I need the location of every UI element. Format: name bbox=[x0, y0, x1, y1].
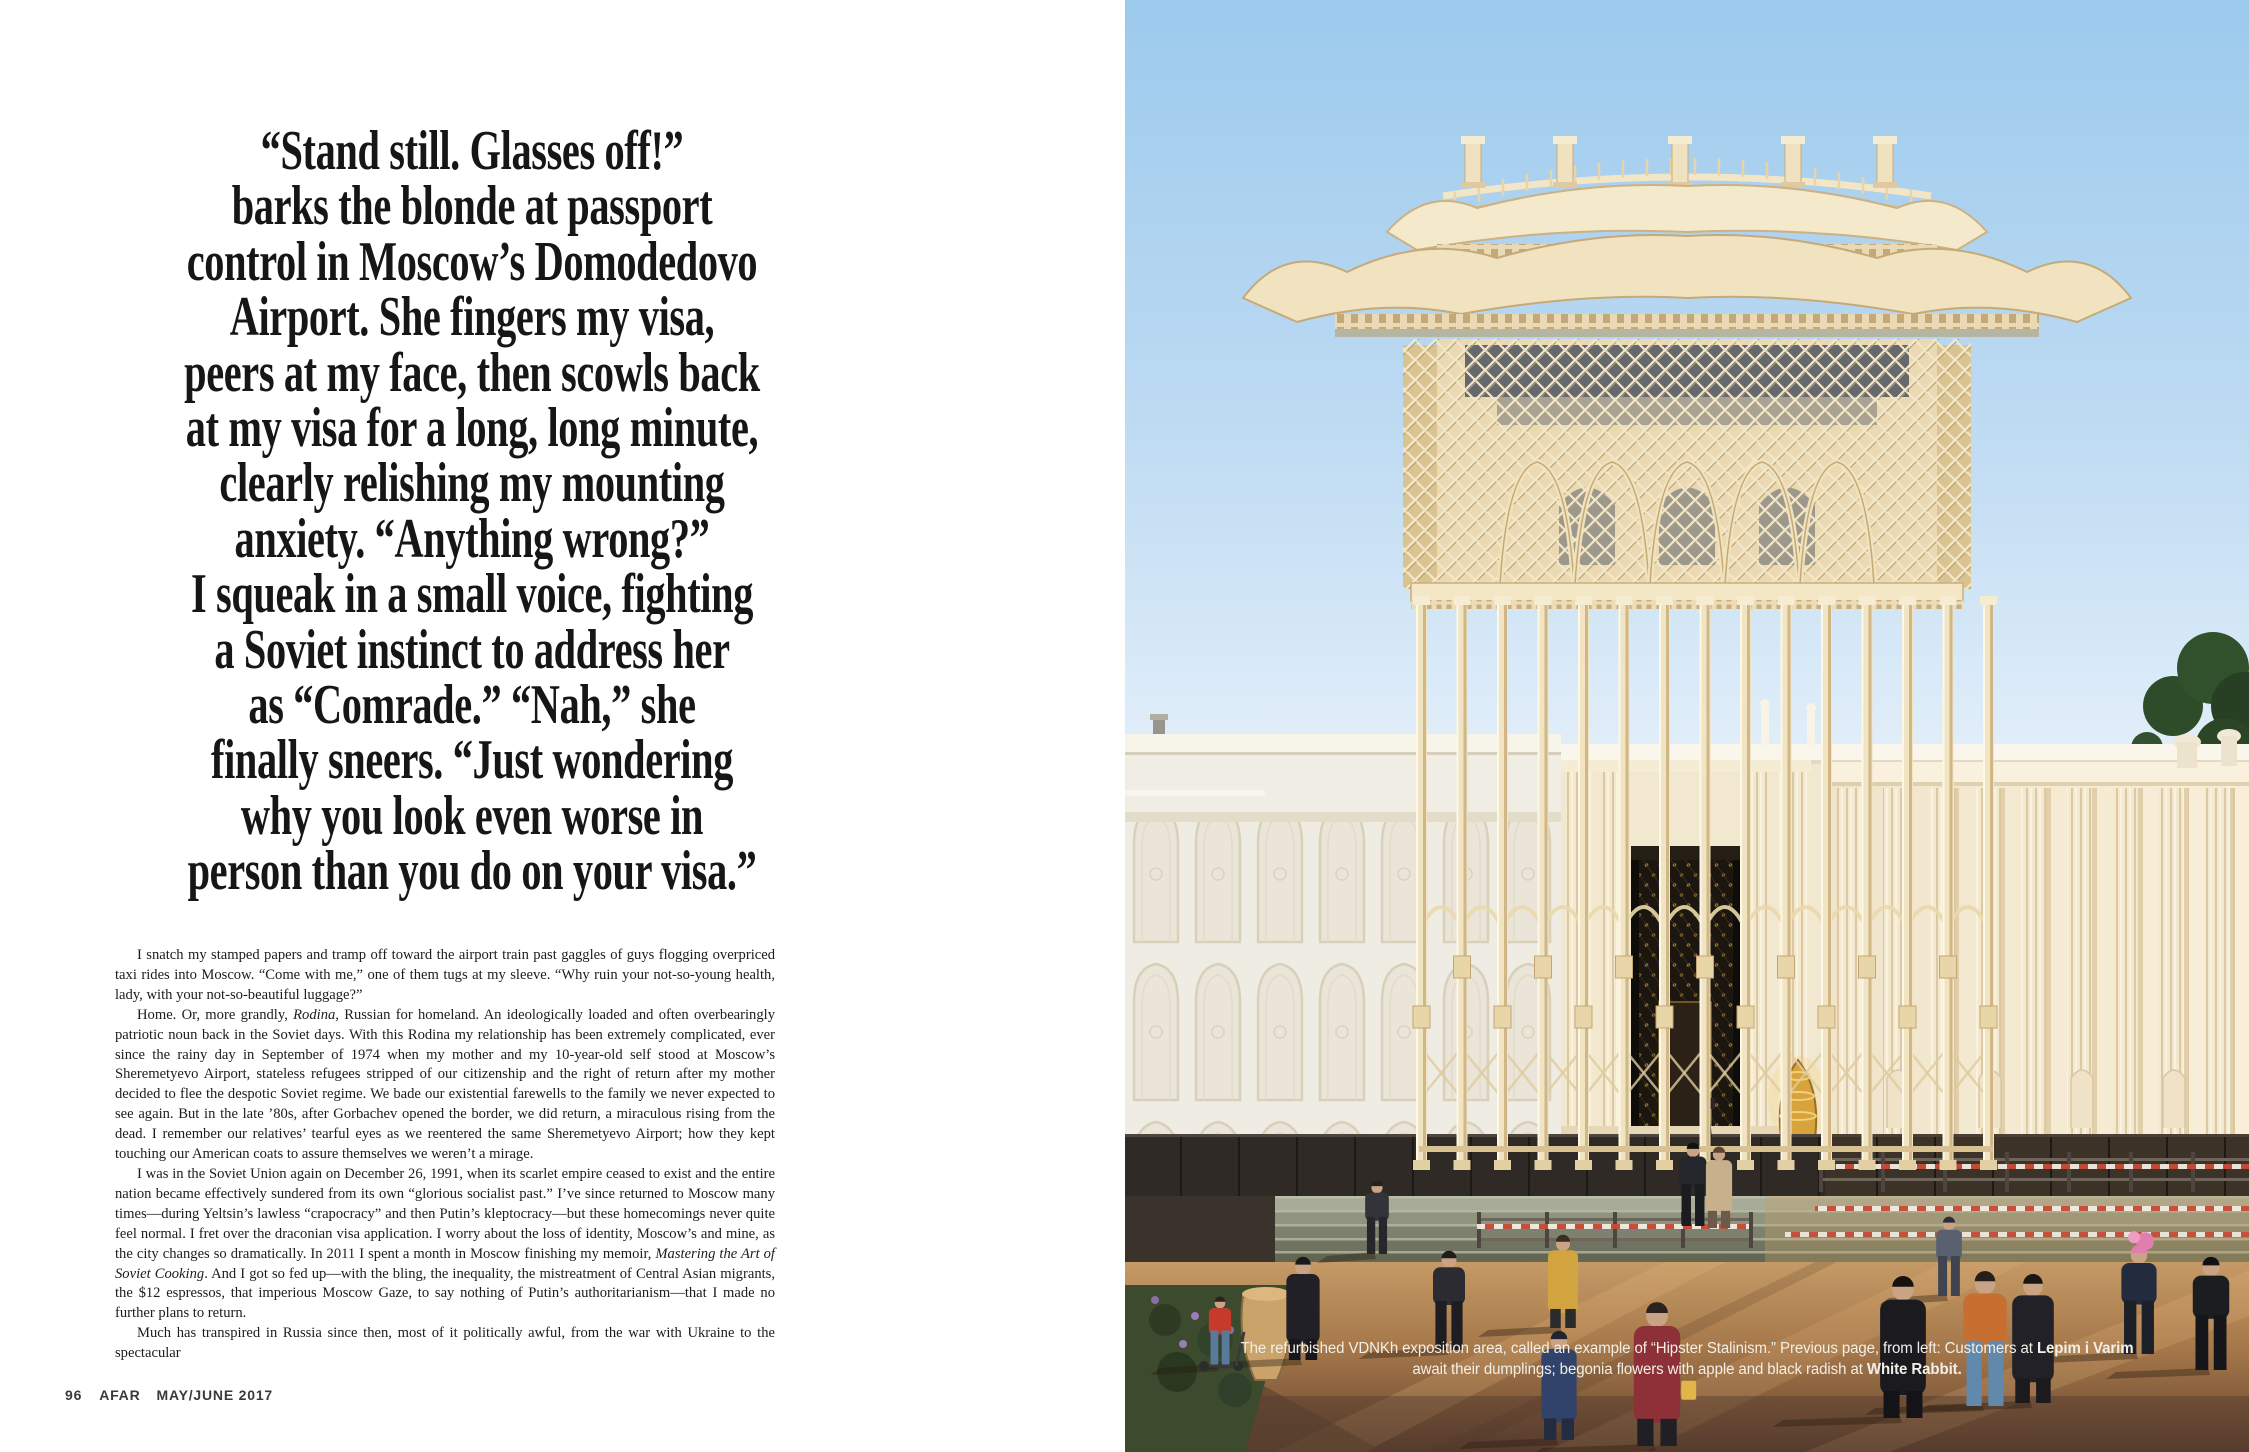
pull-quote-line: anxiety. “Anything wrong?” bbox=[234, 507, 710, 570]
body-text bbox=[115, 946, 775, 1364]
pull-quote-line: Airport. She fingers my visa, bbox=[229, 286, 715, 349]
body-paragraph: Much has transpired in Russia since then, most of it politically awful, from the war with Ukraine to the spectacular bbox=[115, 1325, 775, 1362]
pull-quote-line: finally sneers. “Just wondering bbox=[210, 729, 733, 792]
pull-quote-line: control in Moscow’s Domodedovo bbox=[186, 230, 758, 293]
caption-segment: Lepim i Varim bbox=[2036, 1340, 2134, 1357]
caption-segment: White Rabbit. bbox=[1866, 1361, 1962, 1378]
pull-quote-line: peers at my face, then scowls back bbox=[184, 341, 760, 404]
page-number: 96 bbox=[65, 1387, 83, 1403]
magazine-name: AFAR bbox=[99, 1387, 141, 1403]
body-paragraph: I snatch my stamped papers and tramp off toward the airport train past gaggles of guys flogging overpriced taxi rides into Moscow. “Come with me,” one of them tugs at my sleeve. “Why ruin your not-so-young health, lady, with your not-so-beautiful luggage?” bbox=[115, 947, 775, 1003]
photo-page bbox=[1125, 0, 2249, 1452]
pull-quote-line: at my visa for a long, long minute, bbox=[185, 397, 759, 460]
vdnkh-photo-illustration bbox=[1125, 0, 2249, 1452]
caption-segment: The refurbished VDNKh exposition area, called an example of “Hipster Stalinism.” Previous page, from left: Customers at bbox=[1240, 1340, 2037, 1357]
pull-quote bbox=[98, 120, 847, 903]
pull-quote-line: I squeak in a small voice, fighting bbox=[190, 563, 754, 626]
page-footer bbox=[65, 1387, 273, 1403]
body-paragraph: Home. Or, more grandly, Rodina, Russian for homeland. An ideologically loaded and often overbearingly patriotic noun back in the Soviet days. With this Rodina my relationship has been extremely complicated, ever since the rainy day in September of 1974 when my mother and my 10-year-old self stood at Moscow’s Sheremetyevo Airport, stateless refugees stripped of our citizenship and the right of return after my mother decided to flee the despotic Soviet regime. We bade our existential farewells to the family we never expected to see again. But in the late ’80s, after Gorbachev opened the border, we did return, a miraculous rising from the dead. I remember our relatives’ tearful eyes as we reentered the same Sheremetyevo Airport; how they kept touching our American coats to assure themselves we weren’t a mirage. bbox=[115, 1006, 776, 1163]
photo-caption bbox=[1181, 1338, 2194, 1380]
pull-quote-line: barks the blonde at passport bbox=[231, 175, 713, 238]
pull-quote-line: person than you do on your visa.” bbox=[187, 840, 757, 903]
body-paragraph: I was in the Soviet Union again on December 26, 1991, when its scarlet empire ceased to exist and the entire nation became effectively sundered from its own “glorious socialist past.” I’ve since returned to Moscow many times—during Yeltsin’s lawless “crapocracy” and then Putin’s kleptocracy—but these homecomings never quite feel normal. I fret over the draconian visa application. I worry about the loss of identity, Moscow’s and mine, as the city changes so dramatically. In 2011 I spent a month in Moscow finishing my memoir, Mastering the Art of Soviet Cooking. And I got so fed up—with the bling, the inequality, the mistreatment of Central Asian migrants, the $12 espressos, that imperious Moscow Gaze, to say nothing of Putin’s authoritarianism—that I made no further plans to return. bbox=[115, 1165, 775, 1322]
caption-segment: await their dumplings; begonia flowers with apple and black radish at bbox=[1412, 1361, 1867, 1378]
issue-date: MAY/JUNE 2017 bbox=[156, 1387, 273, 1403]
pull-quote-line: clearly relishing my mounting bbox=[219, 452, 725, 515]
pull-quote-line: why you look even worse in bbox=[240, 784, 704, 847]
pull-quote-line: a Soviet instinct to address her bbox=[214, 618, 730, 681]
pull-quote-line: as “Comrade.” “Nah,” she bbox=[248, 674, 696, 737]
pull-quote-line: “Stand still. Glasses off!” bbox=[260, 120, 684, 182]
facade-left-wall bbox=[1125, 734, 1561, 1142]
